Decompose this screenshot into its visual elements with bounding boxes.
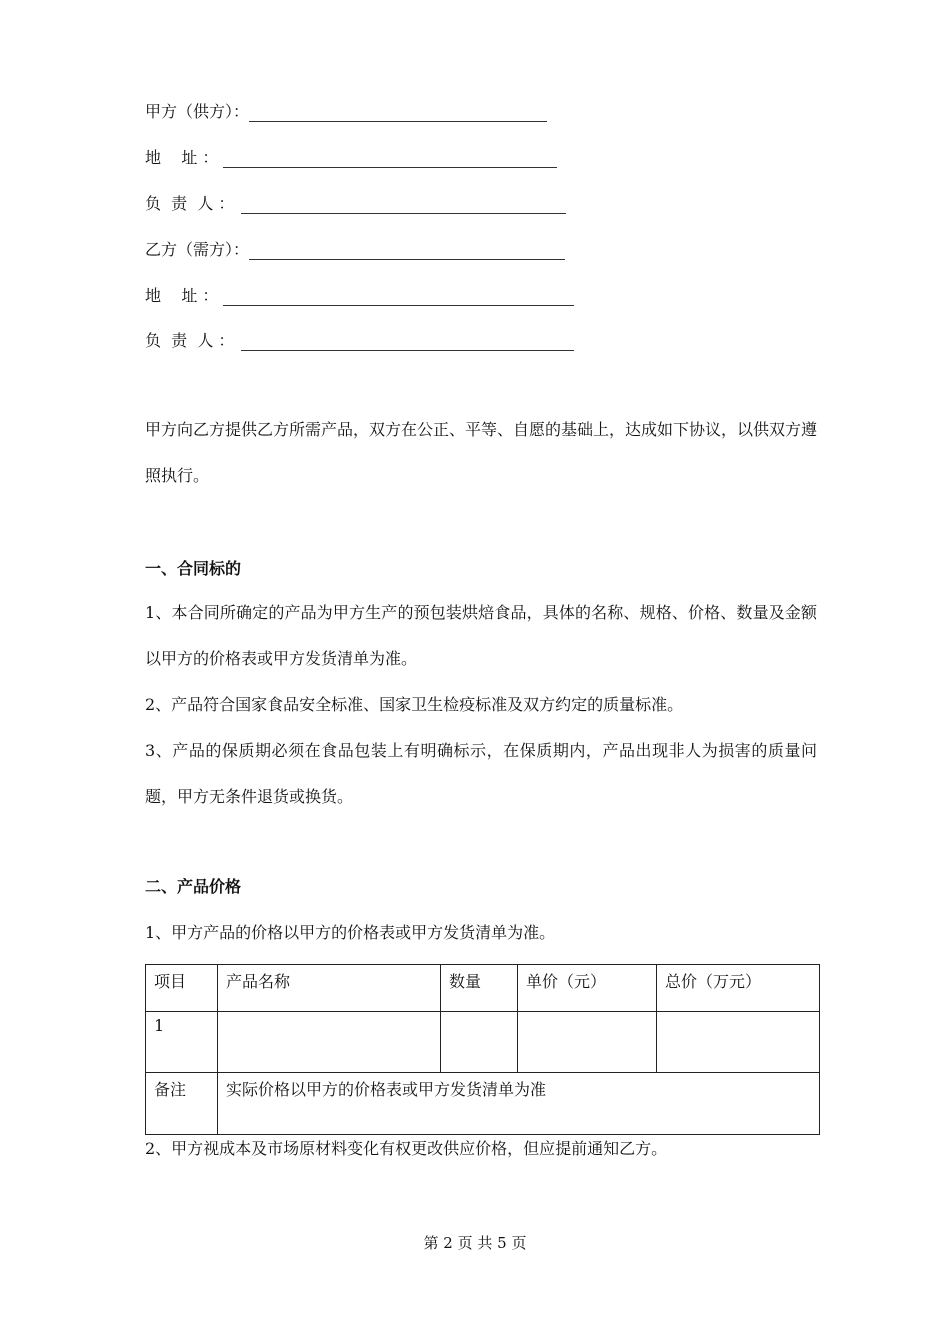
header-cell-quantity: 数量	[441, 965, 518, 1012]
table-row	[146, 1012, 820, 1073]
party-a-address-row	[145, 144, 557, 168]
price-table	[145, 964, 820, 1135]
section2-heading: 二、产品价格	[145, 877, 242, 896]
party-a-label: 甲方（供方）：	[145, 102, 250, 121]
section1-item-2: 2、产品符合国家食品安全标准、国家卫生检疫标准及双方约定的质量标准。	[145, 695, 684, 714]
section1-item-1: 1、本合同所确定的产品为甲方生产的预包装烘焙食品，具体的名称、规格、价格、数量及金额以甲方的价格表或甲方发货清单为准。	[145, 603, 817, 668]
party-a-person-label: 负 责 人 ：	[145, 194, 235, 213]
row1-cell-quantity	[441, 1012, 518, 1073]
party-a-person-row	[145, 190, 566, 214]
party-b-blank	[249, 241, 565, 260]
section1-item-3: 3、产品的保质期必须在食品包装上有明确标示，在保质期内，产品出现非人为损害的质量问题，甲方无条件退货或换货。	[145, 741, 817, 806]
header-cell-unit-price: 单价（元）	[518, 965, 657, 1012]
page-footer: 第 2 页 共 5 页	[423, 1234, 527, 1252]
header-cell-total-price: 总价（万元）	[657, 965, 820, 1012]
party-a-address-blank	[223, 149, 557, 168]
party-a-address-label: 地 址 ：	[145, 148, 219, 167]
row1-cell-unit-price	[518, 1012, 657, 1073]
party-b-person-blank	[241, 332, 574, 351]
party-b-address-blank	[223, 287, 574, 306]
party-a-row	[145, 98, 547, 122]
party-b-person-label: 负 责 人 ：	[145, 331, 235, 350]
header-cell-item: 项目	[146, 965, 218, 1012]
row1-cell-product-name	[218, 1012, 441, 1073]
note-text-cell: 实际价格以甲方的价格表或甲方发货清单为准	[218, 1073, 820, 1135]
section1-heading: 一、合同标的	[145, 559, 242, 578]
section2-item-2: 2、甲方视成本及市场原材料变化有权更改供应价格，但应提前通知乙方。	[145, 1139, 668, 1158]
party-b-address-label: 地 址 ：	[145, 286, 219, 305]
row1-cell-total-price	[657, 1012, 820, 1073]
section2-item-1: 1、甲方产品的价格以甲方的价格表或甲方发货清单为准。	[145, 923, 556, 942]
table-note-row	[146, 1073, 820, 1135]
party-a-person-blank	[241, 195, 566, 214]
party-a-blank	[249, 103, 547, 122]
party-b-label: 乙方（需方）：	[145, 240, 250, 259]
party-b-row	[145, 236, 565, 260]
header-cell-product-name: 产品名称	[218, 965, 441, 1012]
party-b-address-row	[145, 282, 574, 306]
party-b-person-row	[145, 327, 574, 351]
table-header-row	[146, 965, 820, 1012]
note-label-cell: 备注	[146, 1073, 218, 1135]
intro-paragraph: 甲方向乙方提供乙方所需产品，双方在公正、平等、自愿的基础上，达成如下协议，以供双方遵照执行。	[145, 420, 818, 485]
row1-cell-item: 1	[146, 1012, 218, 1073]
